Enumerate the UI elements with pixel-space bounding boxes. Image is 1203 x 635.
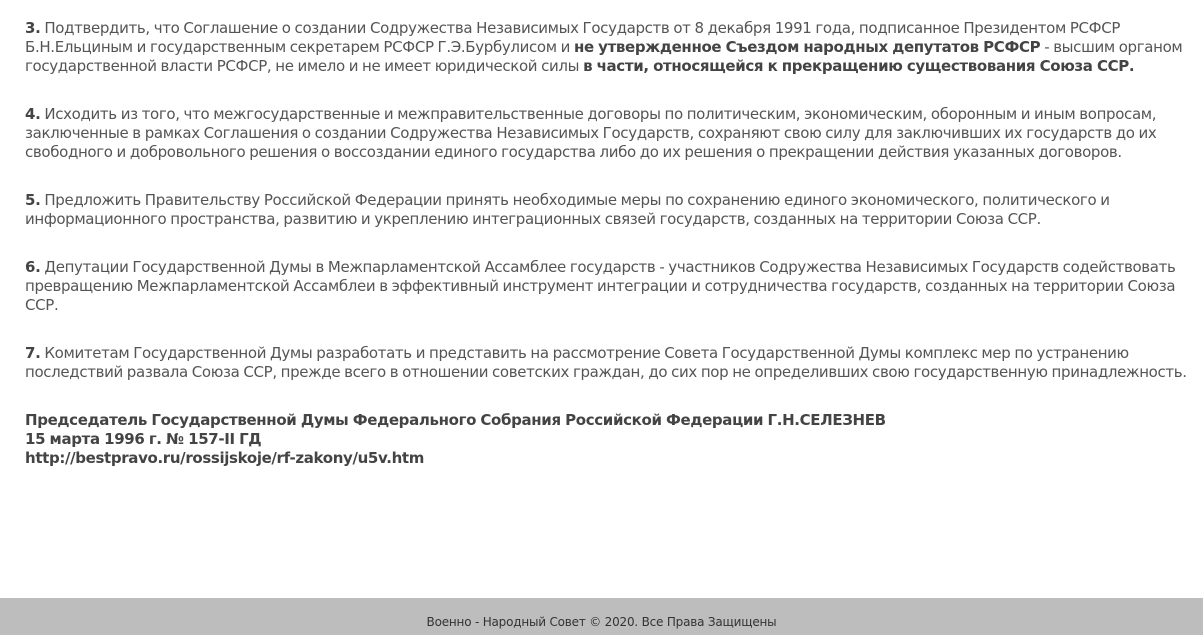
- paragraph-number: 4.: [25, 105, 41, 123]
- paragraph-text: Подтвердить, что Соглашение о создании Содружества Независимых Государств от 8 декабря 1991 года, подписанное Президентом РСФСР Б.Н.Ельциным и государственным секретарем РСФСР Г.Э.Бурбулисом и: [25, 19, 1121, 56]
- paragraph-number: 5.: [25, 191, 41, 209]
- document-body: [25, 19, 1195, 468]
- footer-copyright: Военно - Народный Совет © 2020. Все Права Защищены: [426, 615, 777, 629]
- paragraph-number: 7.: [25, 344, 41, 362]
- signature-date-number: 15 марта 1996 г. № 157-II ГД: [25, 430, 262, 448]
- paragraph-text: Депутации Государственной Думы в Межпарламентской Ассамблее государств - участников Содружества Независимых Государств содействовать превращению Межпарламентской Ассамблеи в эффективный инструмент интеграции и сотрудничества государств, созданных на территории Союза ССР.: [25, 258, 1176, 314]
- source-url: http://bestpravo.ru/rossijskoje/rf-zakony/u5v.htm: [25, 449, 425, 467]
- signature-chairman: Председатель Государственной Думы Федерального Собрания Российской Федерации Г.Н.СЕЛЕЗНЕВ: [25, 411, 886, 429]
- paragraph-text-bold: не утвержденное Съездом народных депутатов РСФСР: [573, 38, 1041, 56]
- paragraph-number: 6.: [25, 258, 41, 276]
- signature-block: [25, 411, 1195, 468]
- paragraph-text: Исходить из того, что межгосударственные и межправительственные договоры по политическим, экономическим, оборонным и иным вопросам, заключенные в рамках Соглашения о создании Содружества Независимых Государств, сохраняют свою силу для заключивших их государств до их свободного и добровольного решения о воссоздании единого государства либо до их решения о прекращении действия указанных договоров.: [25, 105, 1157, 161]
- page-footer: [0, 598, 1203, 635]
- paragraph-3: [25, 19, 1195, 76]
- paragraph-number: 3.: [25, 19, 41, 37]
- paragraph-6: [25, 258, 1195, 315]
- paragraph-5: [25, 191, 1195, 229]
- paragraph-text: Предложить Правительству Российской Федерации принять необходимые меры по сохранению единого экономического, политического и информационного пространства, развитию и укреплению интеграционных связей государств, созданных на территории Союза ССР.: [25, 191, 1110, 228]
- paragraph-text: - высшим органом государственной власти РСФСР, не имело и не имеет юридической силы: [25, 38, 1183, 75]
- paragraph-7: [25, 344, 1195, 382]
- paragraph-4: [25, 105, 1195, 162]
- paragraph-text-bold: в части, относящейся к прекращению существования Союза ССР.: [583, 57, 1135, 75]
- paragraph-text: Комитетам Государственной Думы разработать и представить на рассмотрение Совета Государственной Думы комплекс мер по устранению последствий развала Союза ССР, прежде всего в отношении советских граждан, до сих пор не определивших свою государственную принадлежность.: [25, 344, 1187, 381]
